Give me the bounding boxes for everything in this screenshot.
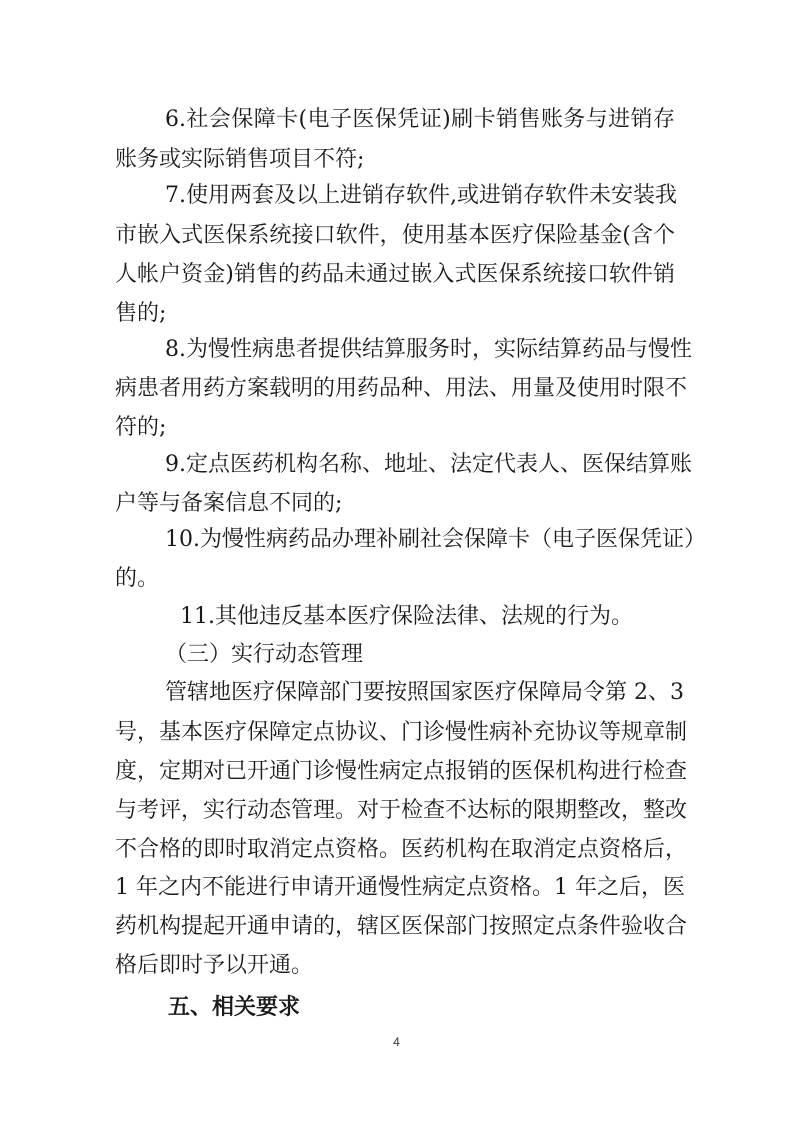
text-line [0, 445, 793, 485]
paragraph-8-line-3: 符的; [115, 415, 167, 440]
management-paragraph-line-1: 管辖地医疗保障部门要按照国家医疗保障局令第 2、3 [165, 680, 684, 705]
paragraph-6-line-2: 账务或实际销售项目不符; [115, 147, 365, 172]
text-line [0, 255, 793, 295]
paragraph-10-line-2: 的。 [115, 566, 160, 591]
text-line [0, 369, 793, 409]
text-line [0, 408, 793, 448]
management-paragraph-line-2: 号，基本医疗保障定点协议、门诊慢性病补充协议等规章制 [115, 720, 688, 745]
text-line [0, 868, 793, 908]
text-line [0, 484, 793, 524]
text-line [0, 830, 793, 870]
text-line [0, 673, 793, 713]
text-line [0, 597, 793, 637]
text-line [0, 140, 793, 180]
paragraph-9-line-1: 9.定点医药机构名称、地址、法定代表人、医保结算账 [165, 452, 692, 477]
management-paragraph-line-5: 不合格的即时取消定点资格。医药机构在取消定点资格后， [115, 837, 688, 862]
text-line [0, 988, 793, 1028]
paragraph-11: 11.其他违反基本医疗保险法律、法规的行为。 [180, 604, 633, 629]
text-line [0, 294, 793, 334]
paragraph-8-line-1: 8.为慢性病患者提供结算服务时，实际结算药品与慢性 [165, 337, 692, 362]
text-line [0, 520, 793, 560]
management-paragraph-line-7: 药机构提起开通申请的，辖区医保部门按照定点条件验收合 [115, 914, 688, 939]
text-line [0, 907, 793, 947]
management-paragraph-line-4: 与考评，实行动态管理。对于检查不达标的限期整改，整改 [115, 798, 688, 823]
text-line [0, 216, 793, 256]
section-heading-5: 五、相关要求 [168, 995, 301, 1020]
text-line [0, 713, 793, 753]
text-line [0, 176, 793, 216]
text-line [0, 100, 793, 140]
text-line [0, 752, 793, 792]
page-number: 4 [393, 1035, 400, 1049]
paragraph-7-line-2: 市嵌入式医保系统接口软件，使用基本医疗保险基金(含个 [115, 223, 675, 248]
paragraph-7-line-1: 7.使用两套及以上进销存软件,或进销存软件未安装我 [165, 183, 677, 208]
text-line [0, 330, 793, 370]
paragraph-10-line-1: 10.为慢性病药品办理补刷社会保障卡（电子医保凭证） [165, 527, 706, 552]
management-paragraph-line-8: 格后即时予以开通。 [115, 953, 314, 978]
text-line [0, 946, 793, 986]
paragraph-6-line-1: 6.社会保障卡(电子医保凭证)刷卡销售账务与进销存 [165, 107, 675, 132]
text-line [0, 559, 793, 599]
paragraph-7-line-3: 人帐户资金)销售的药品未通过嵌入式医保系统接口软件销 [115, 262, 675, 287]
paragraph-7-line-4: 售的; [115, 301, 167, 326]
text-line [0, 635, 793, 675]
section-heading-3: （三）实行动态管理 [165, 642, 364, 667]
text-line [0, 791, 793, 831]
paragraph-8-line-2: 病患者用药方案载明的用药品种、用法、用量及使用时限不 [115, 376, 688, 401]
paragraph-9-line-2: 户等与备案信息不同的; [115, 491, 343, 516]
management-paragraph-line-3: 度，定期对已开通门诊慢性病定点报销的医保机构进行检查 [115, 759, 688, 784]
management-paragraph-line-6: 1 年之内不能进行申请开通慢性病定点资格。1 年之后，医 [115, 875, 685, 900]
